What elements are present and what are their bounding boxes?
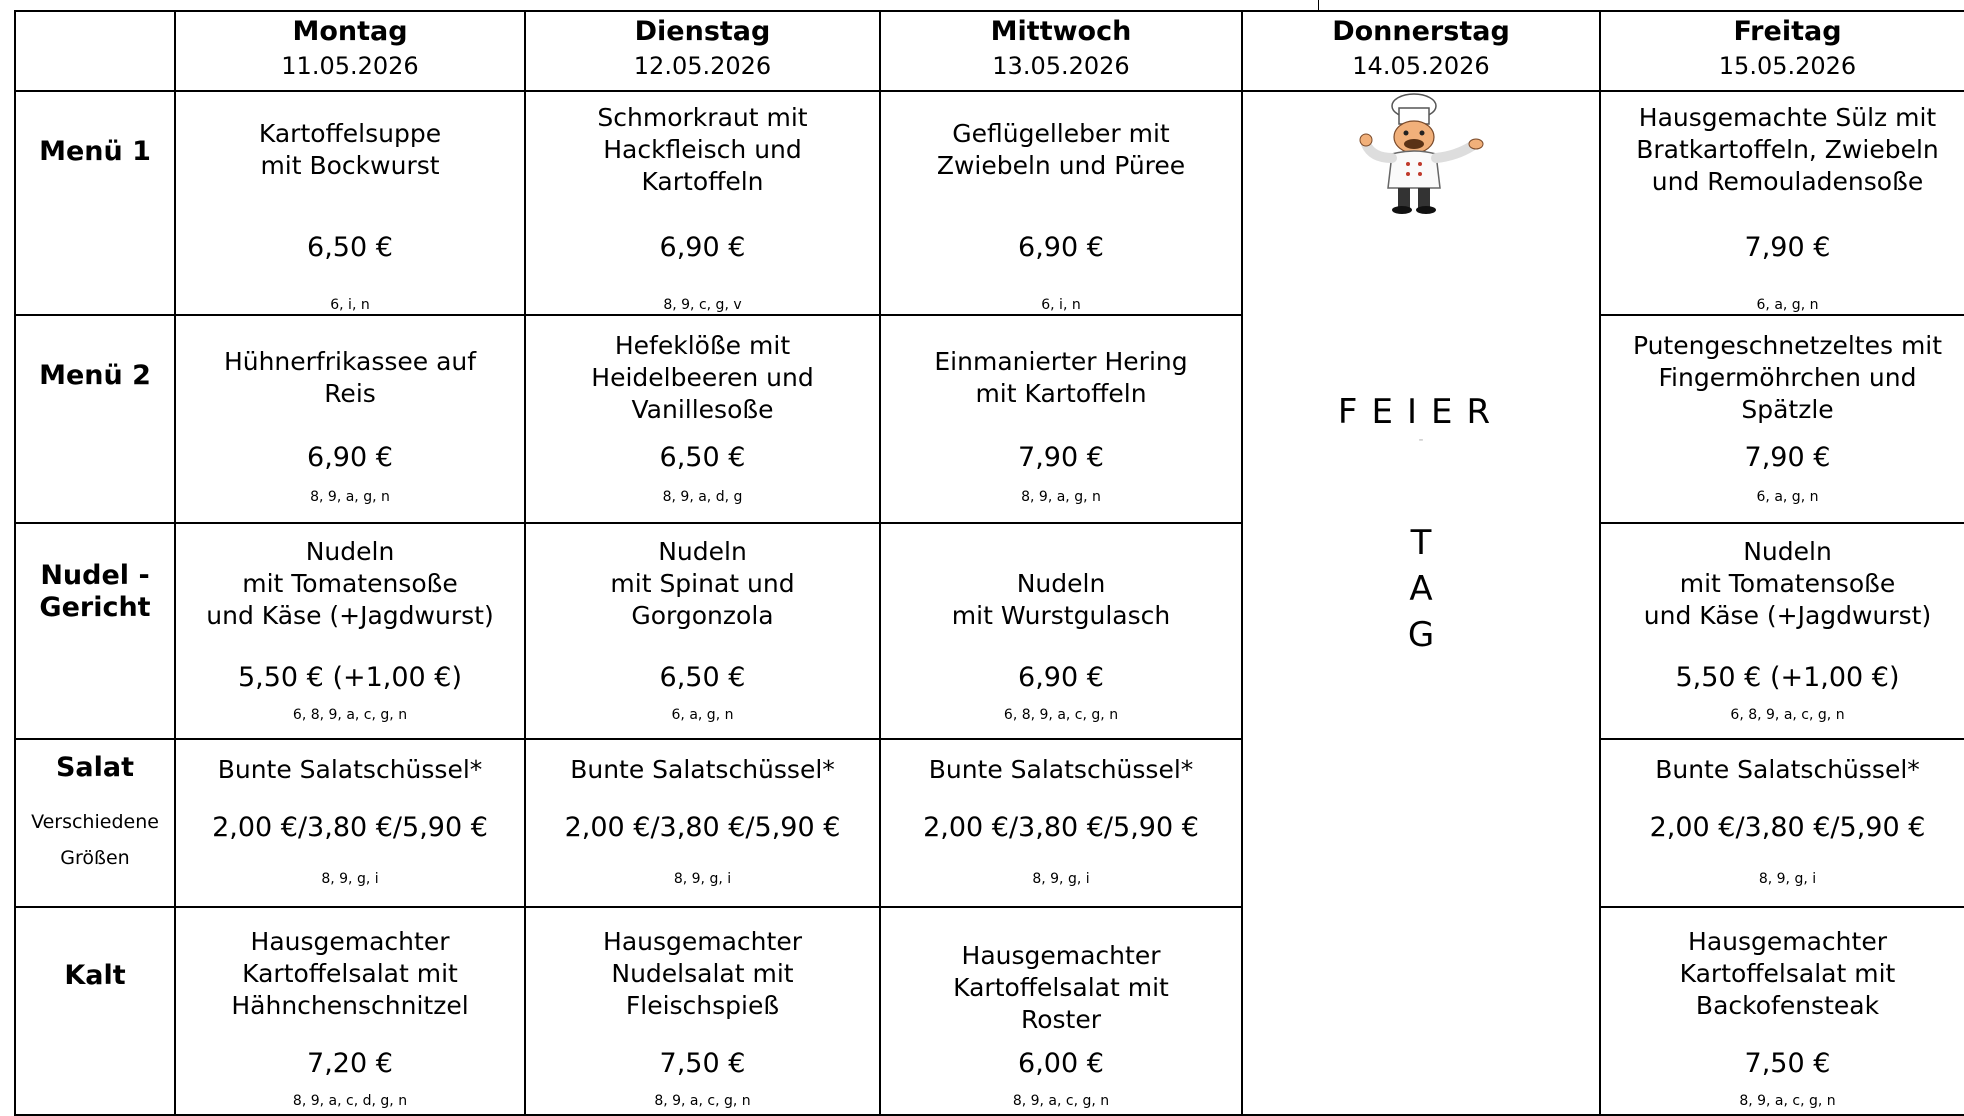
day-header-tuesday — [525, 11, 880, 91]
header-row — [15, 11, 1964, 91]
holiday-cell-thursday — [1242, 91, 1600, 1115]
day-header-thursday — [1242, 11, 1600, 91]
label-line: Gericht — [39, 592, 151, 623]
row-sublabel: Verschiedene — [31, 811, 159, 833]
kalt-wednesday — [880, 907, 1242, 1115]
row-label: Kalt — [64, 960, 126, 991]
allergen-codes: 8, 9, a, g, n — [1021, 489, 1101, 505]
allergen-codes: 8, 9, g, i — [1758, 871, 1817, 887]
menu2-friday — [1600, 315, 1964, 523]
allergen-codes: 8, 9, a, d, g — [662, 489, 743, 505]
allergen-codes: 6, 8, 9, a, c, g, n — [1730, 707, 1845, 723]
menu1-wednesday — [880, 91, 1242, 315]
dish-line: Fingermöhrchen und — [1658, 363, 1917, 392]
row-sublabel: Größen — [60, 847, 130, 869]
kalt-tuesday — [525, 907, 880, 1115]
price: 7,20 € — [307, 1048, 393, 1079]
day-date: 13.05.2026 — [992, 52, 1130, 80]
holiday-word-tag — [1243, 520, 1599, 658]
dish-line: und Käse (+Jagdwurst) — [1643, 601, 1932, 630]
salat-friday — [1600, 739, 1964, 907]
holiday-dash: - — [1418, 432, 1424, 448]
row-label-menu1 — [15, 91, 175, 315]
day-date: 12.05.2026 — [633, 52, 772, 80]
dish-line: mit Tomatensoße — [1679, 569, 1896, 598]
price: 6,50 € — [307, 232, 393, 263]
allergen-codes: 6, i, n — [330, 297, 370, 313]
row-kalt — [15, 907, 1964, 1115]
salat-monday — [175, 739, 525, 907]
dish-line: Bunte Salatschüssel* — [1655, 755, 1920, 784]
dish-line: Schmorkraut mit — [597, 103, 808, 132]
price: 7,90 € — [1744, 442, 1831, 473]
dish-line: mit Spinat und — [610, 569, 795, 598]
allergen-codes: 6, a, g, n — [671, 707, 734, 723]
allergen-codes: 8, 9, a, g, n — [310, 489, 390, 505]
corner-cell — [15, 11, 175, 91]
dish-line: Vanillesoße — [631, 395, 774, 424]
price: 6,90 € — [659, 232, 746, 263]
dish-line: Hausgemachte Sülz mit — [1638, 103, 1937, 132]
row-menu1 — [15, 91, 1964, 315]
dish-line: Nudeln — [658, 537, 747, 566]
price: 7,90 € — [1018, 442, 1104, 473]
dish-line: Hefeklöße mit — [614, 331, 791, 360]
menu1-friday — [1600, 91, 1964, 315]
allergen-codes: 8, 9, g, i — [673, 871, 732, 887]
dish-line: Geflügelleber mit — [952, 119, 1170, 148]
dish-line: Reis — [324, 379, 376, 408]
price: 6,00 € — [1018, 1048, 1104, 1079]
price: 6,90 € — [307, 442, 393, 473]
day-name: Freitag — [1733, 16, 1842, 47]
price: 7,90 € — [1744, 232, 1831, 263]
price: 2,00 €/3,80 €/5,90 € — [923, 812, 1199, 843]
nudel-wednesday — [880, 523, 1242, 739]
row-label-nudel — [15, 523, 175, 739]
allergen-codes: 8, 9, a, c, g, n — [1739, 1093, 1836, 1109]
row-label — [16, 560, 174, 624]
row-nudel — [15, 523, 1964, 739]
dish-line: Nudeln — [305, 537, 395, 566]
day-date: 15.05.2026 — [1718, 52, 1857, 80]
dish-line: Hausgemachter — [603, 927, 802, 956]
dish-line: Zwiebeln und Püree — [936, 151, 1186, 180]
dish-line: mit Wurstgulasch — [951, 601, 1171, 630]
price: 6,90 € — [1018, 232, 1104, 263]
chef-icon — [1243, 92, 1599, 216]
dish-line: Nudeln — [1743, 537, 1832, 566]
row-menu2 — [15, 315, 1964, 523]
day-header-wednesday — [880, 11, 1242, 91]
letter: G — [1407, 615, 1435, 655]
menu1-tuesday — [525, 91, 880, 315]
dish-line: Bunte Salatschüssel* — [928, 755, 1194, 784]
letter: A — [1409, 569, 1433, 609]
dish-line: Kartoffelsalat mit — [953, 973, 1169, 1002]
row-label: Menü 2 — [39, 360, 151, 391]
dish-line: Gorgonzola — [631, 601, 774, 630]
dish-line: Nudeln — [1016, 569, 1106, 598]
dish-line: Kartoffeln — [641, 167, 764, 196]
allergen-codes: 8, 9, a, c, d, g, n — [292, 1093, 408, 1109]
dish-line: Nudelsalat mit — [611, 959, 794, 988]
dish-line: Roster — [1020, 1005, 1102, 1034]
price: 2,00 €/3,80 €/5,90 € — [1649, 812, 1926, 843]
dish-line: Einmanierter Hering — [934, 347, 1188, 376]
price: 5,50 € (+1,00 €) — [237, 662, 463, 693]
row-salat — [15, 739, 1964, 907]
dish-line: Hühnerfrikassee auf — [223, 347, 477, 376]
day-name: Montag — [292, 16, 408, 47]
dish-line: Hausgemachter — [1688, 927, 1887, 956]
allergen-codes: 6, 8, 9, a, c, g, n — [1003, 707, 1119, 723]
row-label: Menü 1 — [39, 136, 151, 167]
nudel-tuesday — [525, 523, 880, 739]
dish-line: Hackfleisch und — [603, 135, 802, 164]
dish-line: mit Tomatensoße — [242, 569, 458, 598]
allergen-codes: 8, 9, c, g, v — [663, 297, 742, 313]
dish-line: Heidelbeeren und — [591, 363, 814, 392]
row-label-menu2 — [15, 315, 175, 523]
day-header-monday — [175, 11, 525, 91]
allergen-codes: 6, a, g, n — [1756, 297, 1819, 313]
salat-wednesday — [880, 739, 1242, 907]
day-header-friday — [1600, 11, 1964, 91]
dish-line: Bratkartoffeln, Zwiebeln — [1636, 135, 1939, 164]
price: 7,50 € — [1744, 1048, 1831, 1079]
day-name: Dienstag — [634, 16, 771, 47]
price: 6,50 € — [659, 442, 746, 473]
allergen-codes: 6, a, g, n — [1756, 489, 1819, 505]
allergen-codes: 8, 9, a, c, g, n — [654, 1093, 751, 1109]
dish-line: Kartoffelsalat mit — [1679, 959, 1896, 988]
price: 6,50 € — [659, 662, 746, 693]
dish-line: und Käse (+Jagdwurst) — [206, 601, 494, 630]
weekly-menu-table — [14, 10, 1964, 1116]
price: 5,50 € (+1,00 €) — [1675, 662, 1900, 693]
dish-line: Bunte Salatschüssel* — [217, 755, 483, 784]
nudel-monday — [175, 523, 525, 739]
dish-line: Hausgemachter — [250, 927, 450, 956]
nudel-friday — [1600, 523, 1964, 739]
price: 2,00 €/3,80 €/5,90 € — [212, 812, 488, 843]
allergen-codes: 8, 9, g, i — [1032, 871, 1090, 887]
menu2-tuesday — [525, 315, 880, 523]
day-name: Mittwoch — [990, 16, 1132, 47]
dish-line: Kartoffelsalat mit — [242, 959, 458, 988]
menu2-monday — [175, 315, 525, 523]
menu2-wednesday — [880, 315, 1242, 523]
dish-line: Putengeschnetzeltes mit — [1632, 331, 1943, 360]
kalt-monday — [175, 907, 525, 1115]
allergen-codes: 8, 9, g, i — [321, 871, 379, 887]
dish-line: Backofensteak — [1695, 991, 1880, 1020]
dish-line: Hähnchenschnitzel — [231, 991, 469, 1020]
dish-line: Hausgemachter — [961, 941, 1161, 970]
dish-line: Kartoffelsuppe — [258, 119, 442, 148]
row-label-kalt — [15, 907, 175, 1115]
day-date: 14.05.2026 — [1352, 52, 1490, 80]
menu1-monday — [175, 91, 525, 315]
day-date: 11.05.2026 — [281, 52, 419, 80]
salat-tuesday — [525, 739, 880, 907]
allergen-codes: 6, 8, 9, a, c, g, n — [292, 707, 408, 723]
allergen-codes: 8, 9, a, c, g, n — [1012, 1093, 1110, 1109]
price: 7,50 € — [659, 1048, 746, 1079]
day-name: Donnerstag — [1332, 16, 1510, 47]
letter: T — [1410, 523, 1432, 563]
dish-line: mit Bockwurst — [260, 151, 440, 180]
dish-line: Fleischspieß — [625, 991, 780, 1020]
row-label: Salat — [55, 752, 135, 783]
row-label-salat — [15, 739, 175, 907]
dish-line: Bunte Salatschüssel* — [570, 755, 835, 784]
label-line: Nudel - — [40, 560, 150, 591]
kalt-friday — [1600, 907, 1964, 1115]
dish-line: Spätzle — [1741, 395, 1834, 424]
dish-line: und Remouladensoße — [1651, 167, 1924, 196]
price: 2,00 €/3,80 €/5,90 € — [564, 812, 841, 843]
price: 6,90 € — [1018, 662, 1104, 693]
allergen-codes: 6, i, n — [1041, 297, 1081, 313]
holiday-word-feier: FEIER — [1337, 392, 1505, 432]
dish-line: mit Kartoffeln — [975, 379, 1147, 408]
